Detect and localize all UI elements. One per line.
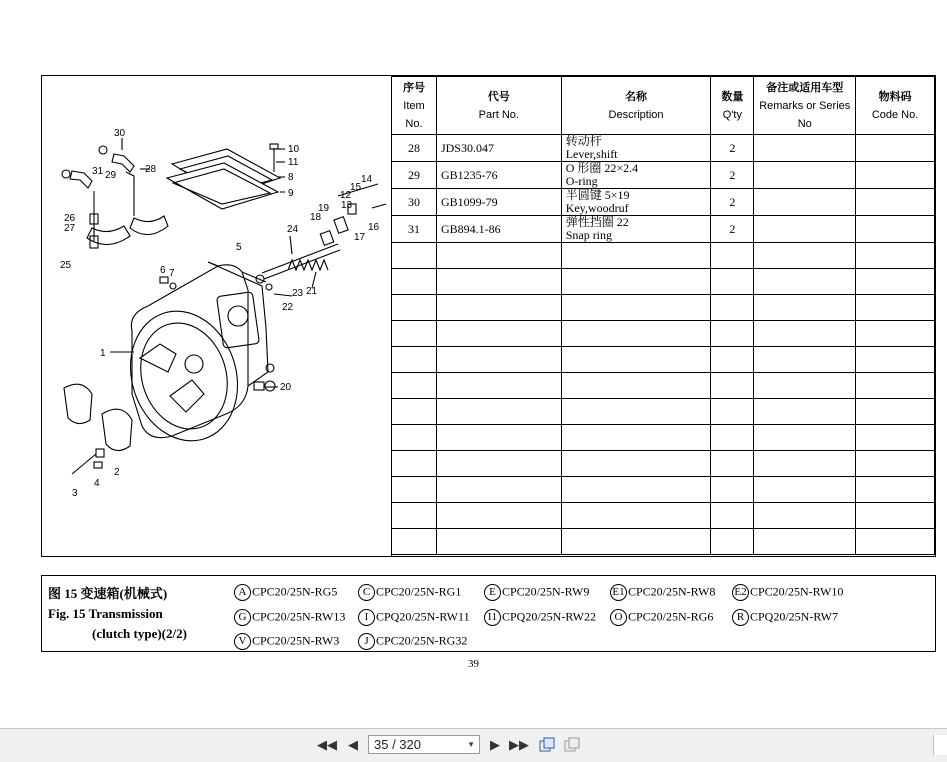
code-no [856, 189, 935, 216]
svg-text:9: 9 [288, 188, 294, 199]
svg-text:22: 22 [282, 302, 294, 313]
svg-text:7: 7 [169, 268, 175, 279]
qty: 2 [711, 135, 754, 162]
svg-text:26: 26 [64, 213, 76, 224]
part-no: GB1235-76 [436, 162, 561, 189]
scrollbar[interactable] [933, 735, 947, 755]
description: 半圆键 5×19 Key,woodruf [561, 189, 711, 216]
parts-frame [41, 75, 936, 557]
series-item: J CPC20/25N-RG32 [358, 633, 467, 650]
svg-text:31: 31 [92, 166, 104, 177]
page-field[interactable] [368, 735, 480, 754]
series-item: E1 CPC20/25N-RW8 [610, 584, 715, 601]
svg-text:20: 20 [280, 382, 292, 393]
table-row-empty [392, 503, 935, 529]
description: 弹性挡圈 22 Snap ring [561, 216, 711, 243]
svg-text:19: 19 [318, 203, 330, 214]
code-no [856, 216, 935, 243]
svg-text:18: 18 [310, 212, 322, 223]
part-no: GB894.1-86 [436, 216, 561, 243]
series-item: A CPC20/25N-RG5 [234, 584, 337, 601]
fit-width-icon[interactable] [563, 736, 581, 754]
remarks [754, 135, 856, 162]
table-row-empty [392, 477, 935, 503]
remarks [754, 189, 856, 216]
table-row [392, 135, 935, 162]
part-no: GB1099-79 [436, 189, 561, 216]
description: O 形圈 22×2.4 O-ring [561, 162, 711, 189]
viewer-toolbar [0, 728, 947, 762]
item-no: 30 [392, 189, 437, 216]
remarks [754, 162, 856, 189]
svg-text:23: 23 [292, 288, 304, 299]
table-row-empty [392, 321, 935, 347]
col-description: 名称 Description [561, 77, 711, 135]
series-item: E CPC20/25N-RW9 [484, 584, 589, 601]
fit-page-icon[interactable] [538, 736, 556, 754]
svg-text:29: 29 [105, 170, 117, 181]
svg-text:27: 27 [64, 223, 76, 234]
col-part-no: 代号 Part No. [436, 77, 561, 135]
svg-text:11: 11 [288, 157, 299, 168]
table-row-empty [392, 269, 935, 295]
svg-text:17: 17 [354, 232, 366, 243]
figure-title [48, 584, 234, 644]
table-row-empty [392, 295, 935, 321]
svg-text:16: 16 [368, 222, 380, 233]
page-field-value: 35 / 320 [374, 737, 421, 752]
svg-text:8: 8 [288, 172, 294, 183]
col-code-no: 物料码 Code No. [856, 77, 935, 135]
qty: 2 [711, 216, 754, 243]
series-item: V CPC20/25N-RW3 [234, 633, 339, 650]
svg-text:12: 12 [340, 190, 352, 201]
table-row-empty [392, 451, 935, 477]
table-row-empty [392, 373, 935, 399]
chevron-down-icon[interactable]: ▼ [467, 740, 475, 749]
table-row [392, 162, 935, 189]
part-no: JDS30.047 [436, 135, 561, 162]
svg-text:28: 28 [145, 164, 157, 175]
svg-text:4: 4 [94, 478, 100, 489]
figure-caption [41, 575, 936, 652]
series-item: O CPC20/25N-RG6 [610, 609, 713, 626]
svg-text:14: 14 [361, 174, 373, 185]
code-no [856, 135, 935, 162]
table-row-empty [392, 425, 935, 451]
last-page-icon[interactable]: ▶▶ [509, 737, 529, 752]
item-no: 31 [392, 216, 437, 243]
item-no: 29 [392, 162, 437, 189]
svg-text:1: 1 [100, 348, 106, 359]
table-row-empty [392, 347, 935, 373]
svg-text:25: 25 [60, 260, 72, 271]
col-qty: 数量 Q'ty [711, 77, 754, 135]
col-item-no: 序号 Item No. [392, 77, 437, 135]
item-no: 28 [392, 135, 437, 162]
table-row-empty [392, 399, 935, 425]
next-page-icon[interactable]: ▶ [490, 737, 500, 752]
parts-table [391, 76, 935, 555]
page-number: 39 [468, 658, 479, 670]
code-no [856, 162, 935, 189]
svg-text:10: 10 [288, 144, 300, 155]
title-en: Fig. 15 Transmission [48, 606, 163, 621]
first-page-icon[interactable]: ◀◀ [317, 737, 337, 752]
svg-text:3: 3 [72, 488, 78, 499]
col-remarks: 备注或适用车型 Remarks or Series No [754, 77, 856, 135]
series-item: G CPC20/25N-RW13 [234, 609, 345, 626]
series-item: I1 CPQ20/25N-RW22 [484, 609, 596, 626]
svg-text:15: 15 [350, 182, 362, 193]
remarks [754, 216, 856, 243]
series-item: E2 CPC20/25N-RW10 [732, 584, 843, 601]
svg-text:5: 5 [236, 242, 242, 253]
svg-text:30: 30 [114, 128, 126, 139]
description: 转动杆 Lever,shift [561, 135, 711, 162]
title-en-sub: (clutch type)(2/2) [92, 626, 187, 641]
table-row [392, 189, 935, 216]
table-row [392, 216, 935, 243]
svg-text:24: 24 [287, 224, 299, 235]
title-cn: 图 15 变速箱(机械式) [48, 586, 168, 601]
svg-text:2: 2 [114, 467, 120, 478]
series-item: R CPQ20/25N-RW7 [732, 609, 838, 626]
svg-text:6: 6 [160, 265, 166, 276]
prev-page-icon[interactable]: ◀ [348, 737, 358, 752]
transmission-drawing [42, 76, 391, 556]
table-row-empty [392, 529, 935, 555]
series-item: I CPQ20/25N-RW11 [358, 609, 470, 626]
table-row-empty [392, 243, 935, 269]
svg-text:21: 21 [306, 286, 318, 297]
table-header-row [392, 77, 935, 135]
svg-text:13: 13 [341, 200, 353, 211]
qty: 2 [711, 189, 754, 216]
qty: 2 [711, 162, 754, 189]
series-item: C CPC20/25N-RG1 [358, 584, 461, 601]
exploded-diagram [42, 76, 392, 556]
